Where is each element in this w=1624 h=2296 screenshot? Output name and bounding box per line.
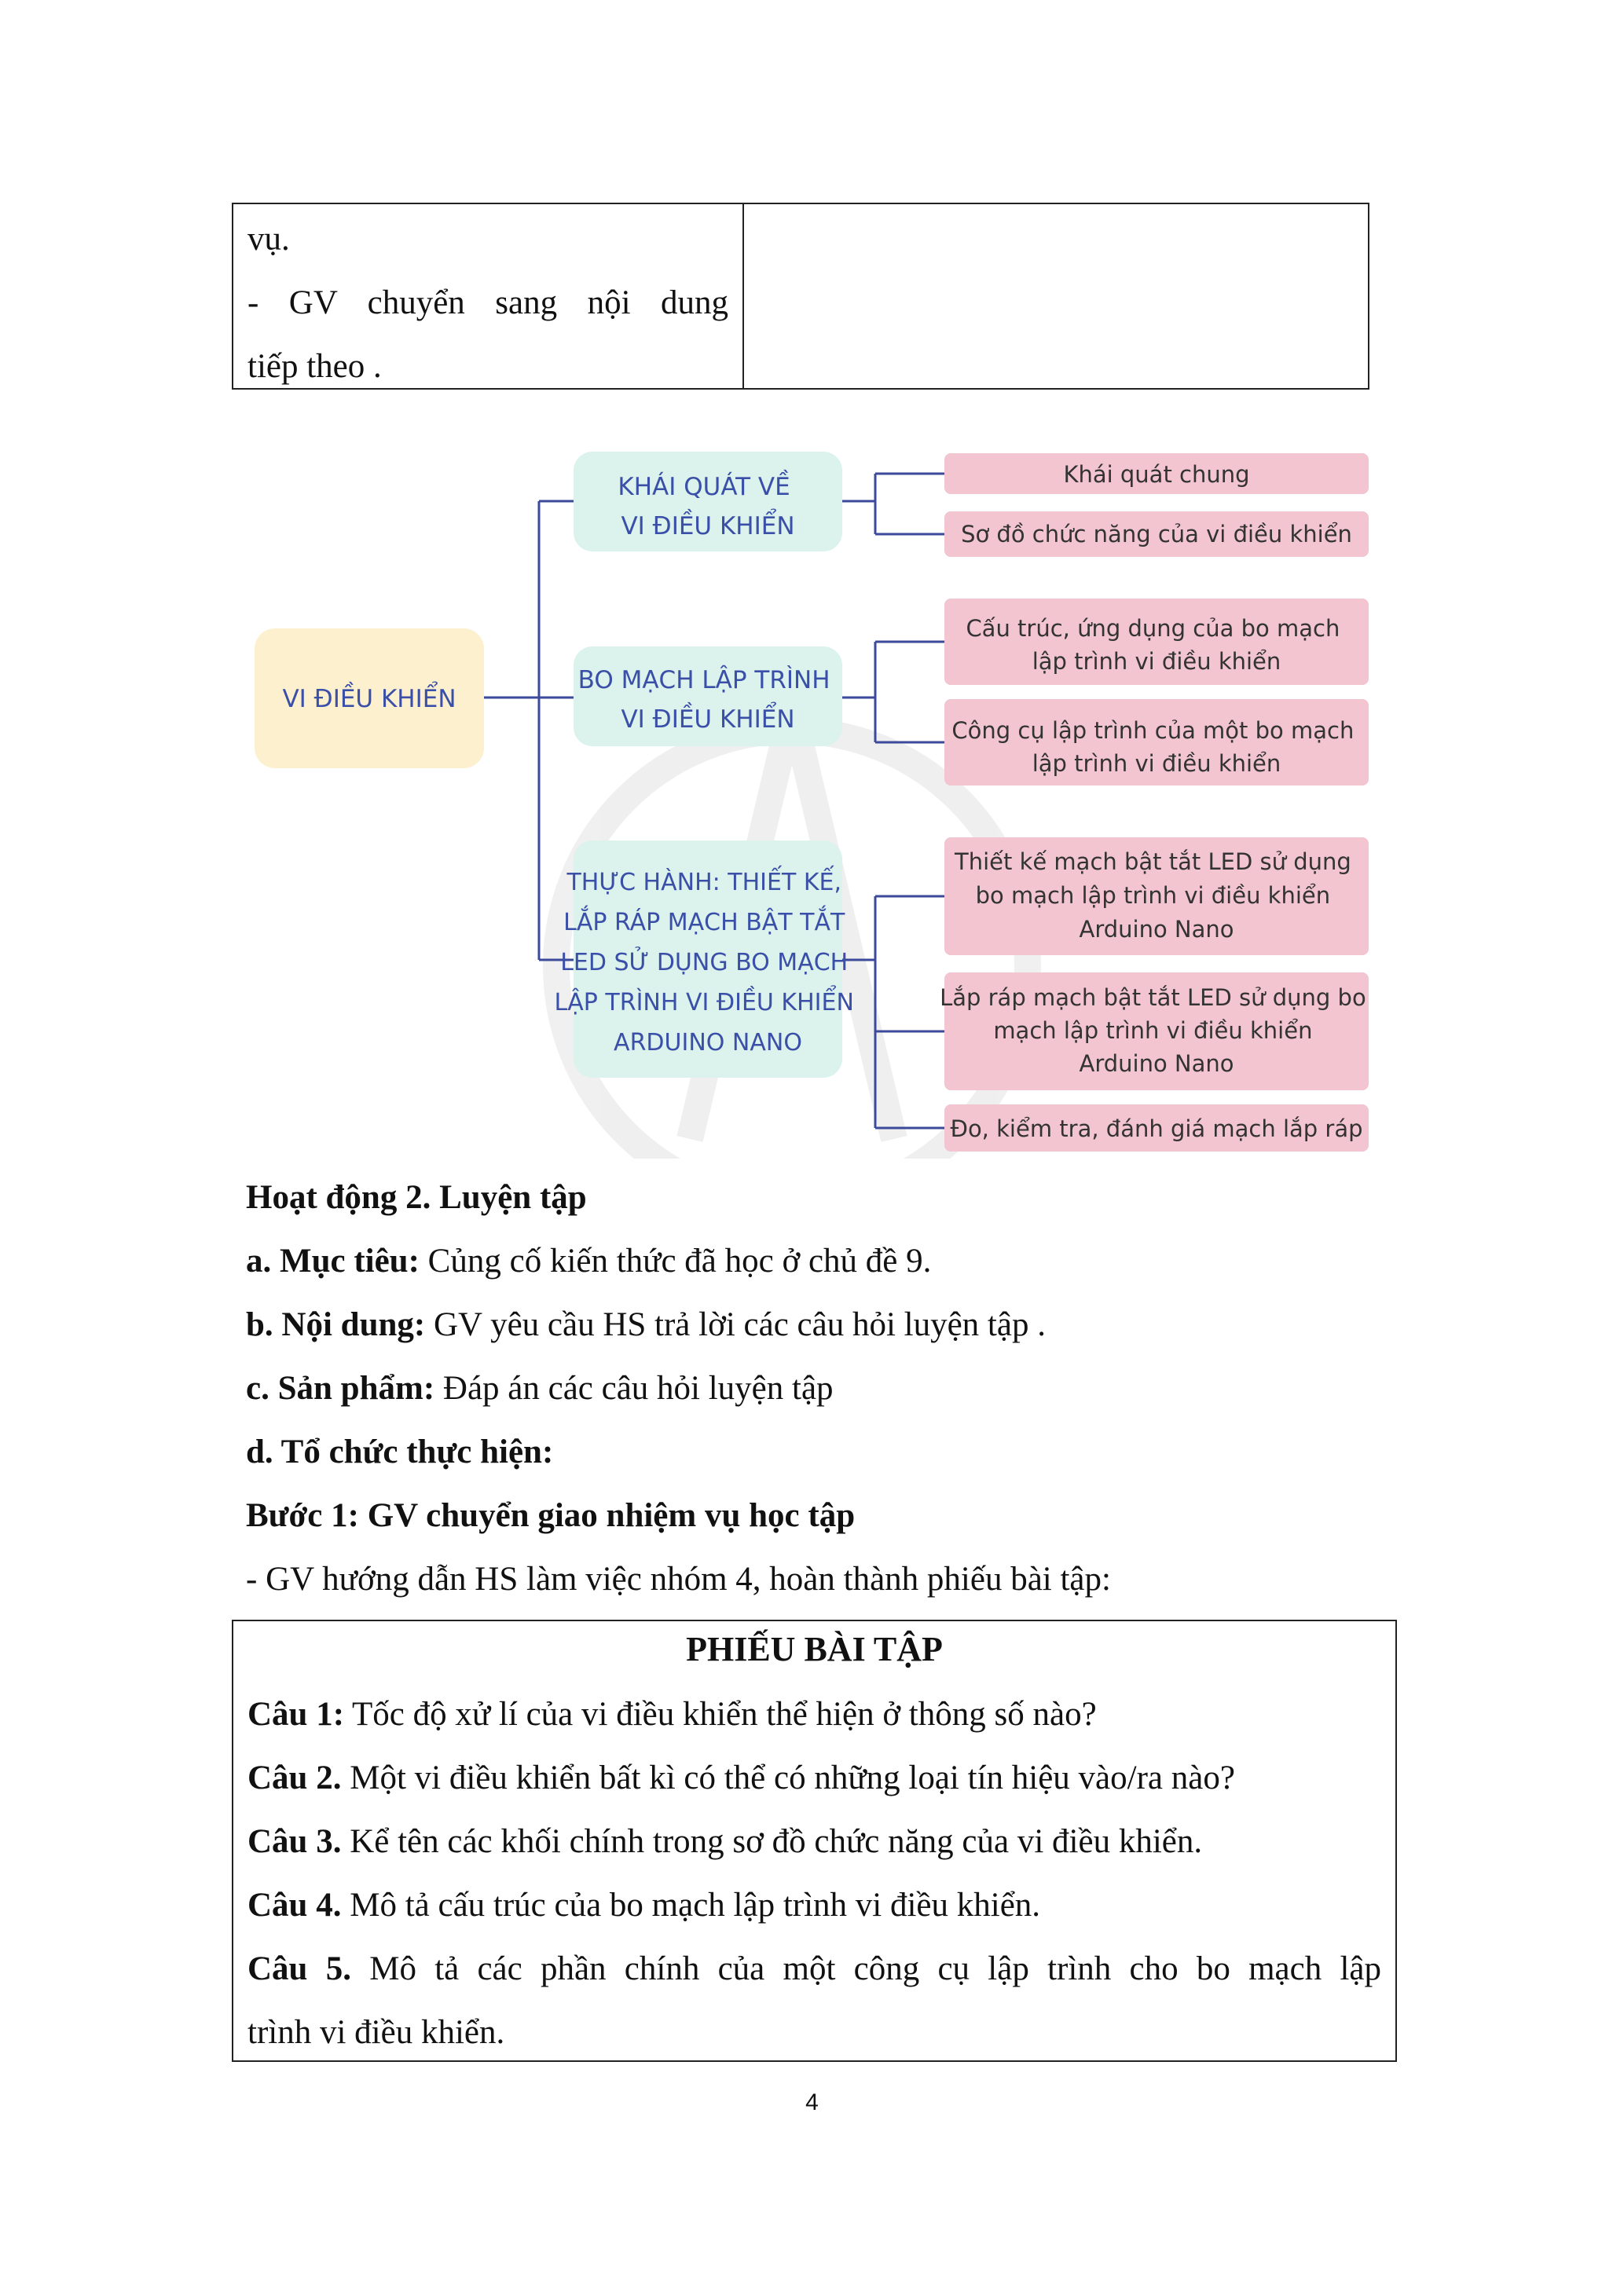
branch-node-3: [555, 840, 862, 1078]
leaf-node: [944, 599, 1369, 685]
leaf-label: Thiết kế mạch bật tắt LED sử dụng: [954, 848, 1351, 875]
question-continuation: trình vi điều khiển.: [247, 2014, 505, 2051]
leaf-label: Sơ đồ chức năng của vi điều khiển: [961, 521, 1352, 547]
item-label: c. Sản phẩm:: [246, 1370, 435, 1407]
branch-node-2: [574, 646, 842, 746]
branch-2-line: BO MẠCH LẬP TRÌNH: [577, 666, 830, 694]
branch-3-line: LẮP RÁP MẠCH BẬT TẮT: [563, 909, 845, 936]
leaf-label: Khái quát chung: [1063, 461, 1250, 488]
page-number: 4: [805, 2089, 819, 2115]
question-label: Câu 3.: [247, 1823, 342, 1860]
leaf-label: lập trình vi điều khiển: [1032, 750, 1281, 777]
item-text: GV yêu cầu HS trả lời các câu hỏi luyện tập .: [425, 1306, 1046, 1343]
leaf-label: lập trình vi điều khiển: [1032, 648, 1281, 675]
question: [247, 1683, 1381, 1746]
branch-1-line: VI ĐIỀU KHIỂN: [621, 512, 795, 540]
step-heading: Bước 1: GV chuyển giao nhiệm vụ học tập: [246, 1497, 856, 1534]
branch-3-line: ARDUINO NANO: [614, 1029, 802, 1056]
activity-item: [246, 1365, 834, 1412]
root-label: VI ĐIỀU KHIỂN: [282, 685, 456, 713]
worksheet-title: PHIẾU BÀI TẬP: [686, 1630, 943, 1668]
svg-text:Đo, kiểm tra, đánh giá mạch lắ: [950, 1115, 1362, 1142]
branch-3-line: LED SỬ DỤNG BO MẠCH: [560, 949, 849, 976]
continuation-table: [232, 203, 1369, 390]
question-text: Tốc độ xử lí của vi điều khiển thể hiện ở thông số nào?: [344, 1696, 1097, 1733]
question-text: Mô tả các phần chính của một công cụ lập trình cho bo mạch lập: [350, 1950, 1382, 1987]
question-label: Câu 1:: [247, 1696, 345, 1733]
leaf-label: mạch lập trình vi điều khiển: [993, 1017, 1313, 1044]
question-text: Mô tả cấu trúc của bo mạch lập trình vi điều khiển.: [341, 1887, 1041, 1924]
leaf-node: [944, 837, 1369, 955]
question-text: Một vi điều khiển bất kì có thể có những loại tín hiệu vào/ra nào?: [341, 1760, 1235, 1796]
svg-text:Sơ đồ chức năng của vi điều kh: [961, 521, 1352, 547]
table-cell-left: [233, 204, 744, 388]
leaf-label: Arduino Nano: [1079, 1050, 1234, 1077]
cell-line: tiếp theo .: [247, 348, 382, 385]
item-text: Đáp án các câu hỏi luyện tập: [434, 1370, 834, 1407]
item-label: a. Mục tiêu:: [246, 1243, 420, 1280]
cell-line: - GV chuyển sang nội dung: [247, 284, 728, 321]
leaf-node: [944, 453, 1369, 494]
branch-1-line: KHÁI QUÁT VỀ: [618, 473, 790, 501]
activity-item: [246, 1302, 1046, 1349]
question: [247, 1873, 1381, 1937]
leaf-node: [944, 511, 1369, 557]
question-label: Câu 2.: [247, 1760, 342, 1796]
branch-node-1: [574, 452, 842, 551]
item-label: d. Tổ chức thực hiện:: [246, 1434, 554, 1470]
question-text: Kể tên các khối chính trong sơ đồ chức năng của vi điều khiển.: [341, 1823, 1203, 1860]
leaf-node: [944, 1104, 1369, 1152]
question: [247, 1810, 1381, 1873]
item-label: b. Nội dung:: [246, 1306, 426, 1343]
question-label: Câu 4.: [247, 1887, 342, 1924]
svg-text:Khái quát chung: [1063, 461, 1249, 488]
leaf-label: Đo, kiểm tra, đánh giá mạch lắp ráp: [950, 1115, 1363, 1142]
activity-heading: Hoạt động 2. Luyện tập: [246, 1179, 587, 1216]
mind-map-diagram: [250, 448, 1373, 1159]
item-text: Củng cố kiến thức đã học ở chủ đề 9.: [419, 1243, 932, 1280]
leaf-node: [944, 699, 1369, 785]
cell-line: vụ.: [247, 221, 290, 258]
leaf-label: Công cụ lập trình của một bo mạch: [951, 717, 1355, 744]
activity-item: [246, 1238, 931, 1285]
branch-3-line: LẬP TRÌNH VI ĐIỀU KHIỂN: [554, 989, 854, 1016]
leaf-label: Arduino Nano: [1079, 916, 1234, 943]
leaf-label: Cấu trúc, ứng dụng của bo mạch: [966, 615, 1340, 642]
branch-3-line: THỰC HÀNH: THIẾT KẾ,: [566, 869, 841, 896]
question-label: Câu 5.: [247, 1950, 351, 1987]
leaf-node: [940, 972, 1373, 1090]
root-node: [255, 628, 484, 768]
question: [247, 1746, 1381, 1810]
activity-item: [246, 1429, 553, 1476]
table-cell-right: [744, 204, 1368, 388]
leaf-label: Lắp ráp mạch bật tắt LED sử dụng bo: [940, 984, 1366, 1011]
instruction-text: - GV hướng dẫn HS làm việc nhóm 4, hoàn thành phiếu bài tập:: [246, 1561, 1111, 1598]
worksheet-box: [232, 1620, 1397, 2062]
leaf-label: bo mạch lập trình vi điều khiển: [975, 882, 1331, 909]
question: [247, 1937, 1381, 2001]
branch-2-line: VI ĐIỀU KHIỂN: [621, 705, 795, 734]
